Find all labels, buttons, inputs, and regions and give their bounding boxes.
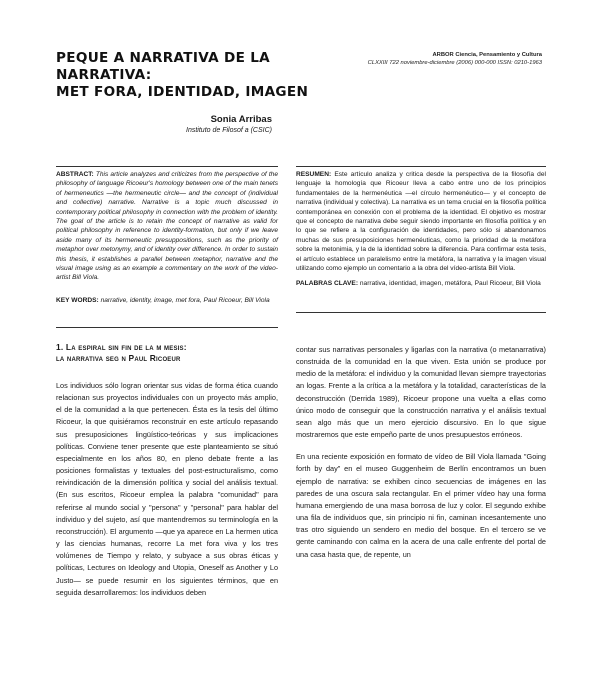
title-line-2: NARRATIVA:	[56, 67, 152, 83]
author-name: Sonia Arribas	[210, 114, 272, 125]
article-title	[56, 50, 316, 101]
palabras-text: narrativa, identidad, imagen, metáfora, Paul Ricoeur, Bill Viola	[358, 280, 541, 287]
paragraph: En una reciente exposición en formato de vídeo de Bill Viola llamada "Going forth by day" en el museo Guggenheim de Berlín encontramos un buen ejemplo de narrativa: se exhiben cinco secuencias de imágenes en las paredes de una oscura sala rectangular. En el primer vídeo hay una forma humana emergiendo de una masa borrosa de luz y color. El segundo exhibe una fila de individuos que, sin principio ni fin, caminan incesantemente uno tras otro siguiendo un sendero en medio del bosque. En el tercero se ve gente caminando con calma en la acera de una calle enfrente del portal de una casa hasta que, de repente, un	[296, 452, 546, 559]
author-institution: Instituto de Filosof a (CSIC)	[186, 127, 272, 134]
section-heading-line-1: 1. La espiral sin fin de la m mesis:	[56, 342, 187, 352]
rule-left	[56, 166, 278, 167]
title-line-1: PEQUE A NARRATIVA DE LA	[56, 50, 270, 66]
section-heading-line-2: la narrativa seg n Paul Ricoeur	[56, 353, 181, 363]
resumen-text: Este artículo analiza y critica desde la perspectiva de la filosofía del lenguaje la homología que Ricoeur lleva a cabo entre uno de los principios fundamentales de la hermenéutica —el círculo hermenéutico— y el concepto de narrativa (individual y colectiva). La narrativa es un tema crucial en la filosofía política contemporánea en conexión con el problema de la identidad. El objetivo es mostrar que el concepto de narrativa debe seguir siendo importante en filosofía política y en lo que se refiere a la configuración de identidades, pero sólo si abandonamos muchas de sus presuposiciones hermenéuticas, como la prioridad de la metáfora sobre la metonimia, y la de la identidad sobre la diferencia. Para confirmar esta tesis, el artículo establece un paralelismo entre la metáfora, la narrativa y la imagen visual utilizando como ejemplo un comentario a la obra del vídeo-artista Bill Viola.	[296, 171, 546, 273]
keywords	[56, 296, 278, 305]
keywords-text: narrative, identity, image, met fora, Paul Ricoeur, Bill Viola	[98, 297, 270, 304]
journal-name: ARBOR Ciencia, Pensamiento y Cultura	[432, 52, 542, 58]
journal-info	[368, 52, 542, 67]
keywords-label: KEY WORDS:	[56, 297, 99, 304]
title-line-3: MET FORA, IDENTIDAD, IMAGEN	[56, 84, 309, 100]
paragraph: contar sus narrativas personales y ligarlas con la narrativa (o metanarrativa) construida de la comunidad en la que viven. Esta unión se produce por medio de la metáfora: el individuo y la comunidad llevan siempre trayectorias an logas. Frente a la crítica a la metáfora y la totalidad, características de la deconstrucción (Derrida 1989), Ricoeur propone una vuelta a ellas como único modo de conseguir que la construcción narrativa y el análisis textual sean algo más que un mero ejercicio discursivo. En lo que sigue mostraremos que este empeño parte de unos presupuestos erróneos.	[296, 345, 546, 440]
rule-left-2	[56, 327, 278, 328]
author-block	[186, 114, 272, 136]
abstract	[56, 170, 278, 283]
resumen	[296, 170, 546, 273]
palabras-clave	[296, 279, 546, 288]
abstract-text: This article analyzes and criticizes from the perspective of the philosophy of language Ricoeur's homology between one of the main tenets of hermeneutics —the hermeneutic circle— and the concept of (individual and collective) narrative. Narrative is a topic much discussed in contemporary political philosophy in connection with the problem of identity. The goal of the article is to retain the concept of narrative as valid for political philosophy in reference to identity-formation, but only if we leave aside many of its hermeneutic presuppositions, such as the priority of metaphor over metonymy, and of identity over difference. In order to sustain this thesis, it establishes a parallel between metaphor, narrative and the visual image using as an example a commentary on the work of the video-artist Bill Viola.	[56, 171, 278, 282]
body-column-left	[56, 380, 278, 599]
body-column-right	[296, 344, 546, 571]
journal-issue: CLXXIII 722 noviembre-diciembre (2006) 000-000 ISSN: 0210-1963	[367, 59, 542, 66]
section-heading	[56, 342, 278, 364]
resumen-label: RESUMEN:	[296, 171, 332, 178]
palabras-label: PALABRAS CLAVE:	[296, 280, 359, 287]
rule-right-2	[296, 312, 546, 313]
rule-right	[296, 166, 546, 167]
abstract-label: ABSTRACT:	[56, 171, 94, 178]
paragraph: Los individuos sólo logran orientar sus vidas de forma ética cuando relacionan sus proyectos individuales con un proyecto más amplio, el de la comunidad a la que pertenecen. Ésta es la tesis del último Ricoeur, la que quisiéramos reconstruir en este artículo repasando sus presuposiciones lingüístico-teóricas y sus implicaciones políticas. Conviene tener presente que este planteamiento se situó especialmente en los años 80, en pleno debate frente a las posiciones formalistas y textuales del post-estructuralismo, como reivindicación de la dimensión política y social del análisis textual. (En sus escritos, Ricoeur emplea la palabra "comunidad" para referirse al mundo social y "persona" y "personal" para hablar del individuo y del sujeto, así que mantendremos su terminología en la reconstrucción). El argumento —que ya aparece en La hermen utica y las ciencias humanas, recorre La met fora viva y los tres volúmenes de Tiempo y relato, y subyace a sus obras éticas y políticas, Lectures on Ideology and Utopia, Oneself as Another y Lo Justo— se puede resumir en los siguientes términos, que en seguida desarrollaremos: los individuos deben	[56, 381, 278, 597]
